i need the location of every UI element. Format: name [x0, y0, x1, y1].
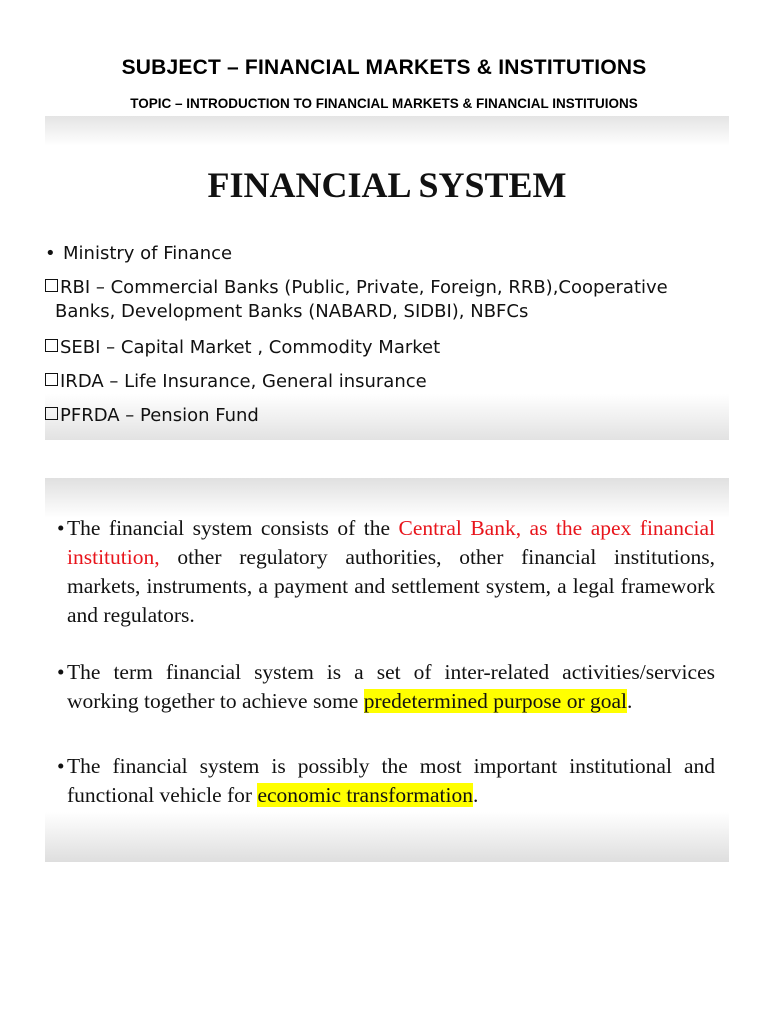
list-item-text: Ministry of Finance: [63, 243, 233, 264]
emphasis-red-text: Central Bank, as the apex financial institution,: [67, 516, 715, 569]
bullet-icon: •: [57, 516, 65, 540]
list-item: [45, 276, 729, 300]
slide-bottom-shade: [45, 812, 729, 862]
list-item-text: Banks, Development Banks (NABARD, SIDBI), NBFCs: [55, 301, 529, 322]
highlighted-text: predetermined purpose or goal: [363, 689, 628, 713]
list-item-text: SEBI – Capital Market , Commodity Market: [60, 337, 441, 358]
paragraph-importance: [57, 752, 715, 810]
list-item: [45, 404, 729, 428]
slide-title: FINANCIAL SYSTEM: [207, 165, 567, 205]
checkbox-square-icon: [45, 279, 58, 292]
checkbox-square-icon: [45, 339, 58, 352]
list-item-text: IRDA – Life Insurance, General insurance: [60, 371, 427, 392]
list-item-continuation: [45, 300, 739, 324]
list-item: [45, 242, 729, 266]
slide-financial-system: [45, 116, 729, 440]
checkbox-square-icon: [45, 407, 58, 420]
paragraph-text: The financial system is possibly the most important institutional and functional vehicle for: [67, 754, 715, 807]
topic-heading: TOPIC – INTRODUCTION TO FINANCIAL MARKETS & FINANCIAL INSTITUIONS: [130, 96, 638, 111]
slide-financial-system-definition: [45, 478, 729, 862]
bullet-icon: •: [45, 243, 56, 264]
bullet-icon: •: [57, 660, 65, 684]
paragraph-definition: [57, 658, 715, 716]
highlighted-text: economic transformation: [257, 783, 473, 807]
checkbox-square-icon: [45, 373, 58, 386]
slide-top-shade: [45, 116, 729, 146]
paragraph-text: .: [472, 783, 479, 807]
paragraph-text: other regulatory authorities, other financial institutions, markets, instruments, a payment and settlement system, a legal framework and regulators.: [67, 545, 715, 627]
bullet-icon: •: [57, 754, 65, 778]
paragraph-text: The term financial system is a set of inter-related activities/services working together to achieve some: [67, 660, 715, 713]
paragraph-text: .: [627, 689, 633, 713]
subject-heading: SUBJECT – FINANCIAL MARKETS & INSTITUTIONS: [121, 56, 647, 79]
paragraph-text: The financial system consists of the: [67, 516, 399, 540]
slide-top-shade: [45, 478, 729, 518]
list-item: [45, 336, 729, 360]
list-item-text: PFRDA – Pension Fund: [60, 405, 259, 426]
paragraph-composition: [57, 514, 715, 630]
list-item-text: RBI – Commercial Banks (Public, Private, Foreign, RRB),Cooperative: [60, 277, 668, 298]
list-item: [45, 370, 729, 394]
